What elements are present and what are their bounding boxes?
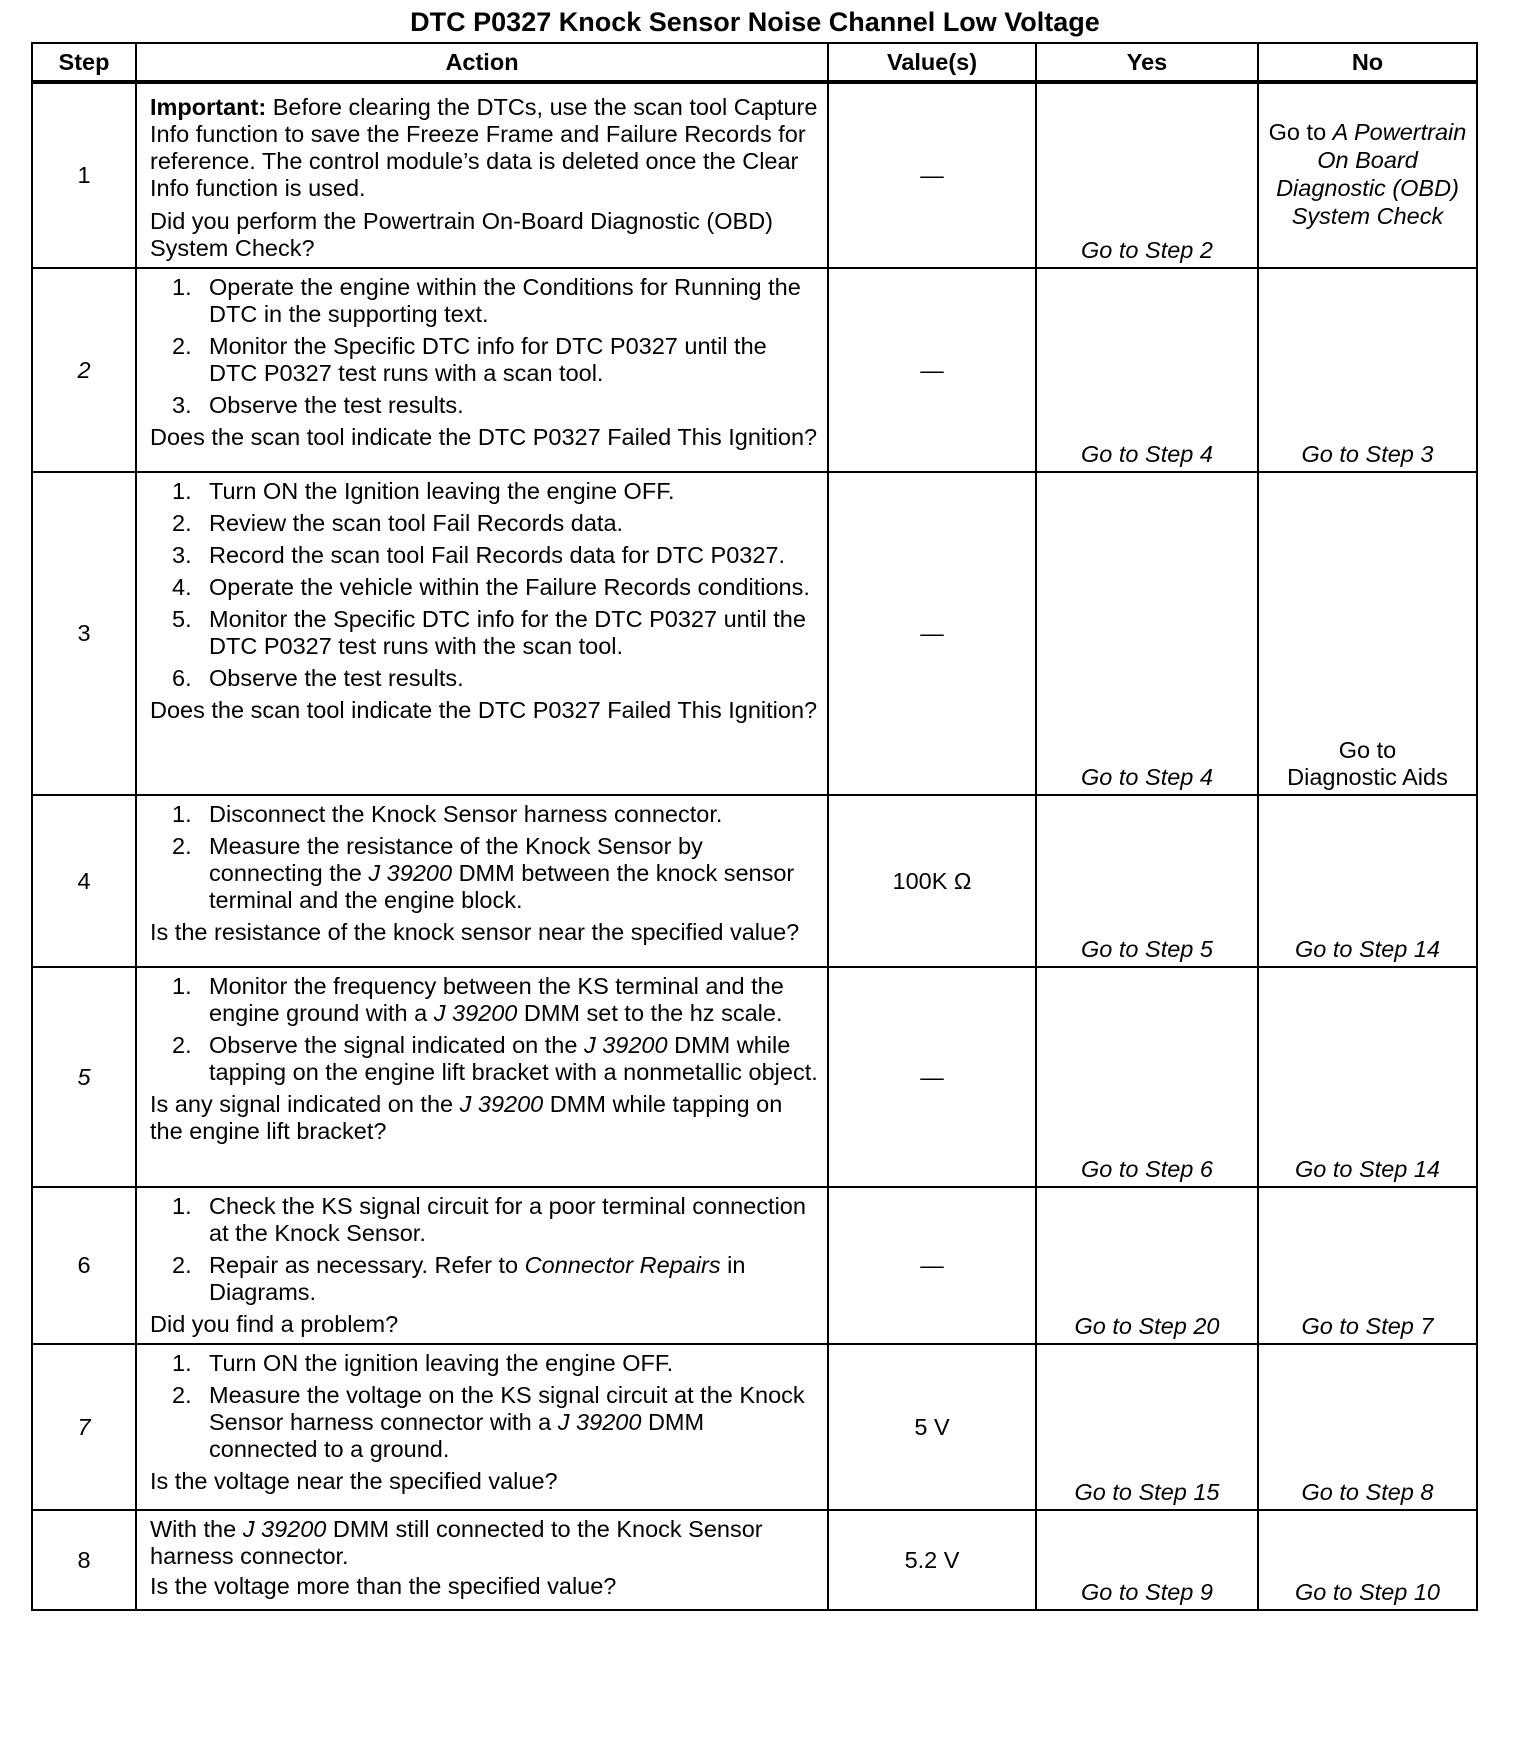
step-number: 8: [32, 1510, 136, 1610]
header-step: Step: [32, 43, 136, 82]
header-action: Action: [136, 43, 828, 82]
connector-repairs-link[interactable]: Connector Repairs: [524, 1252, 721, 1278]
step-number: 5: [32, 967, 136, 1187]
important-text: Before clearing the DTCs, use the scan tool Capture Info function to save the Freeze Frame and Failure Records for reference. The control module’s data is deleted once the Clear Info function is used.: [150, 94, 818, 201]
table-row: [32, 268, 1477, 472]
value-cell: —: [828, 268, 1036, 472]
no-link[interactable]: Go to Step 10: [1258, 1510, 1477, 1610]
action-step-item: 2. Observe the signal indicated on the J 39200 DMM while tapping on the engine lift bracket with a nonmetallic object.: [172, 1032, 818, 1085]
action-step-item: 1. Operate the engine within the Conditions for Running the DTC in the supporting text.: [172, 274, 801, 327]
yes-link[interactable]: Go to Step 4: [1036, 268, 1258, 472]
yes-link[interactable]: Go to Step 6: [1036, 967, 1258, 1187]
action-cell: [136, 82, 828, 268]
action-step-item: 2. Measure the voltage on the KS signal circuit at the Knock Sensor harness connector with a J 39200 DMM connected to a ground.: [172, 1382, 805, 1462]
no-prefix: Go to: [1338, 737, 1397, 763]
step-number: 1: [32, 82, 136, 268]
document-title: DTC P0327 Knock Sensor Noise Channel Low Voltage: [410, 7, 1100, 37]
table-row: [32, 82, 1477, 268]
action-step-item: 1. Disconnect the Knock Sensor harness connector.: [172, 801, 723, 827]
value-cell: 100K Ω: [828, 795, 1036, 967]
header-no: No: [1258, 43, 1477, 82]
tool-reference: J 39200: [583, 1032, 668, 1058]
action-step-item: 1. Monitor the frequency between the KS terminal and the engine ground with a J 39200 DMM set to the hz scale.: [172, 973, 784, 1026]
value-cell: —: [828, 472, 1036, 795]
tool-reference: J 39200: [557, 1409, 642, 1435]
action-cell: [136, 1510, 828, 1610]
action-steps: [150, 801, 819, 914]
no-link[interactable]: A Powertrain On Board Diagnostic (OBD) System Check: [1276, 119, 1467, 229]
action-cell: [136, 967, 828, 1187]
action-steps: [150, 1350, 819, 1463]
action-steps: [150, 973, 819, 1086]
no-link[interactable]: Go to Step 14: [1258, 967, 1477, 1187]
no-cell: [1258, 82, 1477, 268]
action-step-item: 3. Observe the test results.: [172, 392, 464, 418]
value-cell: —: [828, 82, 1036, 268]
important-note: [150, 94, 819, 202]
tool-reference: J 39200: [433, 1000, 518, 1026]
step-number: 4: [32, 795, 136, 967]
step-number: 3: [32, 472, 136, 795]
action-step-item: 1. Turn ON the ignition leaving the engine OFF.: [172, 1350, 674, 1376]
action-steps: [150, 478, 819, 692]
no-link[interactable]: Diagnostic Aids: [1287, 764, 1448, 790]
action-cell: [136, 795, 828, 967]
yes-link[interactable]: Go to Step 20: [1036, 1187, 1258, 1344]
yes-link[interactable]: Go to Step 15: [1036, 1344, 1258, 1510]
action-question: Is the voltage more than the specified value?: [150, 1573, 617, 1599]
action-cell: [136, 1187, 828, 1344]
action-cell: [136, 472, 828, 795]
table-row: [32, 967, 1477, 1187]
table-row: [32, 472, 1477, 795]
value-cell: 5 V: [828, 1344, 1036, 1510]
yes-link[interactable]: Go to Step 5: [1036, 795, 1258, 967]
table-row: [32, 795, 1477, 967]
no-link[interactable]: Go to Step 3: [1258, 268, 1477, 472]
action-question: Did you find a problem?: [150, 1311, 399, 1337]
table-row: [32, 1187, 1477, 1344]
no-cell: [1258, 472, 1477, 795]
important-label: Important:: [150, 94, 267, 120]
action-step-item: 4. Operate the vehicle within the Failure Records conditions.: [172, 574, 810, 600]
no-link[interactable]: Go to Step 14: [1258, 795, 1477, 967]
tool-reference: J 39200: [459, 1091, 544, 1117]
action-question: Does the scan tool indicate the DTC P0327 Failed This Ignition?: [150, 424, 818, 450]
action-step-item: 6. Observe the test results.: [172, 665, 464, 691]
diagnostic-table: [31, 42, 1478, 1611]
action-step-item: 3. Record the scan tool Fail Records data for DTC P0327.: [172, 542, 786, 568]
yes-link[interactable]: Go to Step 2: [1036, 82, 1258, 268]
action-question: Does the scan tool indicate the DTC P0327 Failed This Ignition?: [150, 697, 818, 723]
action-step-item: 2. Measure the resistance of the Knock Sensor by connecting the J 39200 DMM between the knock sensor terminal and the engine block.: [172, 833, 795, 913]
action-question: Is the voltage near the specified value?: [150, 1468, 558, 1494]
action-text: With the J 39200 DMM still connected to the Knock Sensor harness connector.: [150, 1516, 763, 1569]
table-row: [32, 1510, 1477, 1610]
header-values: Value(s): [828, 43, 1036, 82]
action-step-item: 2. Repair as necessary. Refer to Connector Repairs in Diagrams.: [172, 1252, 746, 1305]
action-steps: [150, 274, 819, 419]
no-link[interactable]: Go to Step 8: [1258, 1344, 1477, 1510]
yes-link[interactable]: Go to Step 4: [1036, 472, 1258, 795]
value-cell: 5.2 V: [828, 1510, 1036, 1610]
action-question: Is any signal indicated on the J 39200 DMM while tapping on the engine lift bracket?: [150, 1091, 783, 1144]
action-step-item: 1. Turn ON the Ignition leaving the engine OFF.: [172, 478, 675, 504]
action-step-item: 2. Review the scan tool Fail Records data.: [172, 510, 624, 536]
tool-reference: J 39200: [242, 1516, 327, 1542]
value-cell: —: [828, 1187, 1036, 1344]
table-row: [32, 1344, 1477, 1510]
action-question: Is the resistance of the knock sensor near the specified value?: [150, 919, 800, 945]
step-number: 2: [32, 268, 136, 472]
no-link[interactable]: Go to Step 7: [1258, 1187, 1477, 1344]
action-step-item: 2. Monitor the Specific DTC info for DTC P0327 until the DTC P0327 test runs with a scan tool.: [172, 333, 767, 386]
no-prefix: Go to: [1268, 119, 1333, 145]
action-question: Did you perform the Powertrain On-Board Diagnostic (OBD) System Check?: [150, 208, 773, 261]
value-cell: —: [828, 967, 1036, 1187]
action-cell: [136, 1344, 828, 1510]
step-number: 6: [32, 1187, 136, 1344]
action-step-item: 5. Monitor the Specific DTC info for the DTC P0327 until the DTC P0327 test runs with the scan tool.: [172, 606, 806, 659]
tool-reference: J 39200: [368, 860, 453, 886]
action-steps: [150, 1193, 819, 1306]
step-number: 7: [32, 1344, 136, 1510]
yes-link[interactable]: Go to Step 9: [1036, 1510, 1258, 1610]
action-cell: [136, 268, 828, 472]
action-step-item: 1. Check the KS signal circuit for a poor terminal connection at the Knock Sensor.: [172, 1193, 806, 1246]
header-yes: Yes: [1036, 43, 1258, 82]
header-row: [32, 43, 1477, 82]
